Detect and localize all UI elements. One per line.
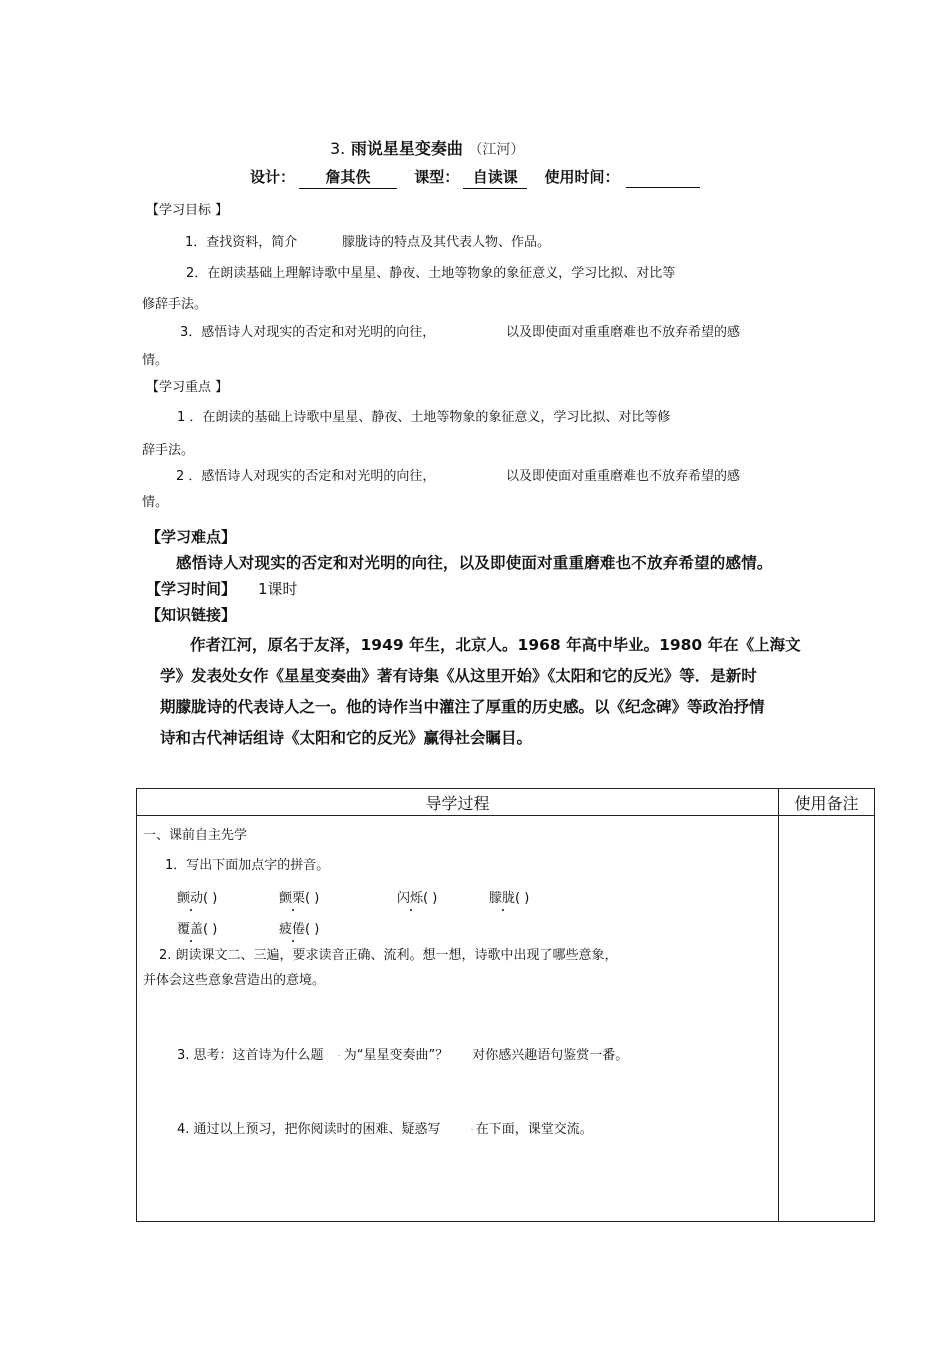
focus-item-2b: 以及即使面对重重磨难也不放弃希望的感 [506,469,741,484]
col-header-notes: 使用备注 [779,789,875,816]
mark-dot: · [470,1125,474,1136]
time-value-blank [626,168,700,188]
goals-item-2: 2．在朗读基础上理解诗歌中星星、静夜、土地等物象的象征意义，学习比拟、对比等 [186,266,676,281]
goals-item-3b: 以及即使面对重重磨难也不放弃希望的感 [506,325,741,340]
focus-item-1: 1 ．在朗读的基础上诗歌中星星、静夜、土地等物象的象征意义，学习比拟、对比等修 [177,410,671,425]
question-3-part-3: 对你感兴趣语句鉴赏一番。 [472,1048,629,1063]
section-heading: 一、课前自主先学 [143,828,248,843]
study-time-heading: 【学习时间】 [146,580,237,598]
type-value: 自读课 [463,166,527,189]
pinyin-word: 闪烁 [397,887,423,906]
time-label: 使用时间： [544,168,620,186]
pinyin-word: 颤动 [177,887,203,906]
question-4 [177,1118,593,1137]
pinyin-item [279,887,319,906]
question-2-line-2: 并体会这些意象营造出的意境。 [143,973,326,988]
focus-item-1-cont: 辞手法。 [142,443,195,458]
pinyin-item [489,887,529,906]
pinyin-blank: ( ) [515,891,530,906]
question-4-part-2: 在下面，课堂交流。 [475,1122,593,1137]
question-2-line-1: 2. 朗读课文二、三遍，要求读音正确、流利。想一想，诗歌中出现了哪些意象， [159,948,618,963]
mark-dot: · [337,1051,341,1062]
pinyin-item [177,887,217,906]
guide-table [136,788,875,1222]
knowledge-line-3: 期朦胧诗的代表诗人之一。他的诗作当中灌注了厚重的历史感。以《纪念碑》等政治抒情 [160,698,765,716]
goals-item-1a: 1．查找资料，简介 [185,235,298,250]
goals-item-2-cont: 修辞手法。 [142,297,208,312]
knowledge-heading: 【知识链接】 [146,606,237,624]
study-time-value: 1课时 [258,580,298,598]
col-header-process: 导学过程 [137,789,779,816]
difficulty-heading: 【学习难点】 [146,528,237,546]
goals-item-3a: 3．感悟诗人对现实的否定和对光明的向往， [180,325,436,340]
pinyin-blank: ( ) [305,922,320,937]
focus-heading: 【学习重点 】 [146,380,229,395]
question-1: 1．写出下面加点字的拼音。 [165,858,330,873]
meta-line [250,166,700,189]
pinyin-item [177,918,217,937]
knowledge-line-2: 学》发表处女作《星星变奏曲》著有诗集《从这里开始》《太阳和它的反光》等．是新时 [160,667,757,685]
pinyin-blank: ( ) [423,891,438,906]
type-label: 课型： [414,168,460,186]
goals-heading: 【学习目标 】 [146,203,229,218]
question-3-part-1: 3. 思考：这首诗为什么题 [177,1048,324,1063]
notes-cell [779,816,875,1222]
title-text: 雨说星星变奏曲 [350,139,463,158]
pinyin-word: 朦胧 [489,887,515,906]
page-title [330,136,524,159]
pinyin-item [279,918,319,937]
focus-item-2a: 2 ．感悟诗人对现实的否定和对光明的向往， [176,469,436,484]
pinyin-blank: ( ) [305,891,320,906]
difficulty-text: 感悟诗人对现实的否定和对光明的向往，以及即使面对重重磨难也不放弃希望的感情。 [176,554,773,572]
pinyin-word: 疲倦 [279,918,305,937]
focus-item-2-cont: 情。 [142,495,169,510]
pinyin-word: 覆盖 [177,918,203,937]
title-number: 3. [330,139,346,158]
title-author: （江河） [468,142,525,158]
pinyin-blank: ( ) [203,891,218,906]
goals-item-3-cont: 情。 [142,353,169,368]
question-4-part-1: 4. 通过以上预习，把你阅读时的困难、疑惑写 [177,1122,441,1137]
design-label: 设计： [250,168,296,186]
goals-item-1b: 朦胧诗的特点及其代表人物、作品。 [342,235,551,250]
question-3 [177,1044,628,1063]
knowledge-line-1: 作者江河，原名于友泽，1949 年生，北京人。1968 年高中毕业。1980 年在《上海文 [190,636,801,654]
question-3-part-2: 为“星星变奏曲”？ [343,1048,449,1063]
pinyin-blank: ( ) [203,922,218,937]
knowledge-line-4: 诗和古代神话组诗《太阳和它的反光》赢得社会瞩目。 [160,729,533,747]
pinyin-word: 颤栗 [279,887,305,906]
pinyin-item [397,887,437,906]
process-cell [137,816,779,1222]
design-value: 詹其佚 [299,166,397,189]
